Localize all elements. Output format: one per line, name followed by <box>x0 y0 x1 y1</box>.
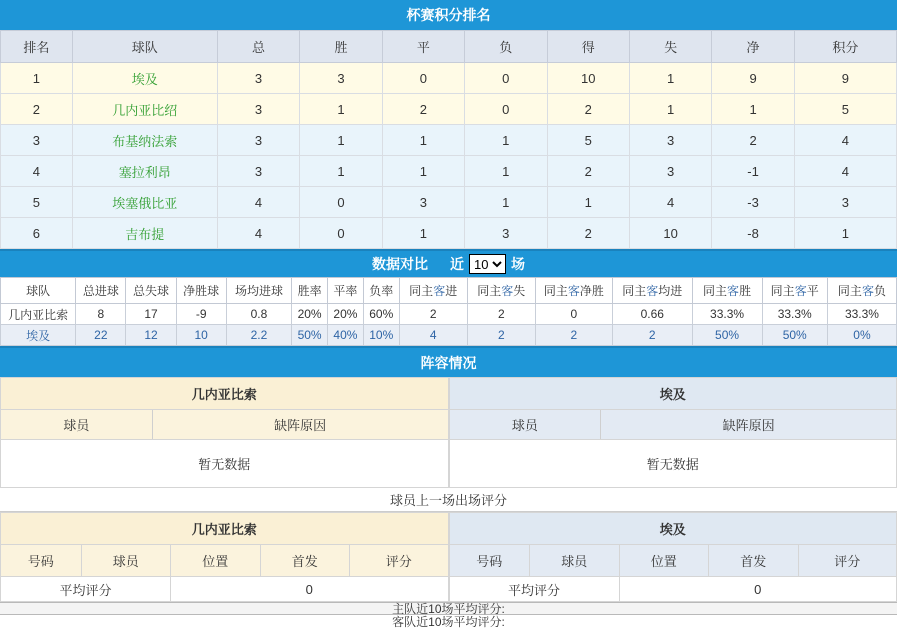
absence-column-header: 缺阵原因 <box>601 410 896 439</box>
column-header-rank: 排名 <box>1 31 73 63</box>
stat-cell: 2 <box>712 125 794 156</box>
stat-cell: 2 <box>547 94 629 125</box>
ratings-header-row <box>1 545 449 577</box>
stat-cell: 0 <box>300 218 382 249</box>
average-rating-row <box>449 577 897 602</box>
stat-cell: 2 <box>467 325 535 346</box>
stat-cell: 9 <box>794 63 896 94</box>
team-name: 埃及 <box>1 325 76 346</box>
stat-cell: 5 <box>794 94 896 125</box>
stat-cell: 1 <box>465 187 547 218</box>
ratings-header-row <box>449 545 897 577</box>
near-label: 近 <box>450 254 464 274</box>
stat-cell: 3 <box>217 63 299 94</box>
stat-cell: 3 <box>300 63 382 94</box>
ratings-panel-away <box>449 512 897 602</box>
stat-cell: 0.66 <box>612 304 692 325</box>
column-header-player: 球员 <box>530 545 620 577</box>
column-header: 胜率 <box>292 278 328 304</box>
stat-cell: 4 <box>794 125 896 156</box>
column-header: 总进球 <box>76 278 126 304</box>
column-header-position: 位置 <box>171 545 261 577</box>
team-link[interactable]: 布基纳法索 <box>112 134 177 149</box>
column-header-starter: 首发 <box>260 545 350 577</box>
stat-cell: 1 <box>629 63 711 94</box>
lineup-subheader-home <box>0 409 449 440</box>
away-avg-rating-line: 客队近10场平均评分: <box>0 615 897 628</box>
away-team-header: 埃及 <box>449 377 897 409</box>
stat-cell: 1 <box>547 187 629 218</box>
column-header-rating: 评分 <box>350 545 448 577</box>
stat-cell: 1 <box>300 125 382 156</box>
standings-row <box>1 187 897 218</box>
team-link[interactable]: 埃塞俄比亚 <box>112 196 177 211</box>
lineup-title: 阵容情况 <box>421 353 477 373</box>
stat-cell: -9 <box>176 304 226 325</box>
column-header-gf: 得 <box>547 31 629 63</box>
player-column-header: 球员 <box>450 410 602 439</box>
team-name: 几内亚比索 <box>1 304 76 325</box>
stat-cell: 10 <box>176 325 226 346</box>
stat-cell: 17 <box>126 304 176 325</box>
standings-header-row <box>1 31 897 63</box>
column-header-rating: 评分 <box>798 545 896 577</box>
stat-cell: 0 <box>535 304 612 325</box>
ratings-table-home <box>0 544 449 602</box>
stat-cell: 2 <box>547 218 629 249</box>
stat-cell: 33.3% <box>692 304 762 325</box>
column-header: 同主客失 <box>467 278 535 304</box>
stat-cell: 1 <box>300 156 382 187</box>
team-link[interactable]: 埃及 <box>132 72 158 87</box>
column-header-player: 球员 <box>81 545 171 577</box>
column-header-number: 号码 <box>1 545 82 577</box>
stat-cell: 1 <box>300 94 382 125</box>
column-header: 净胜球 <box>176 278 226 304</box>
lineup-panel-away <box>449 377 897 488</box>
stat-cell: 22 <box>76 325 126 346</box>
stat-cell: 4 <box>794 156 896 187</box>
average-rating-label: 平均评分 <box>1 577 171 602</box>
standings-row <box>1 125 897 156</box>
stat-cell: 60% <box>363 304 399 325</box>
comparison-row-away <box>1 325 897 346</box>
stat-cell: -8 <box>712 218 794 249</box>
stat-cell: 2.2 <box>226 325 291 346</box>
stat-cell: -1 <box>712 156 794 187</box>
column-header: 总失球 <box>126 278 176 304</box>
column-header-points: 积分 <box>794 31 896 63</box>
stat-cell: 33.3% <box>827 304 896 325</box>
stat-cell: 10% <box>363 325 399 346</box>
column-header: 同主客负 <box>827 278 896 304</box>
stat-cell: 4 <box>399 325 467 346</box>
ratings-section-title: 球员上一场出场评分 <box>0 488 897 512</box>
stat-cell: 0.8 <box>226 304 291 325</box>
stat-cell: 2 <box>382 94 464 125</box>
stat-cell: 3 <box>217 125 299 156</box>
stat-cell: 9 <box>712 63 794 94</box>
comparison-title-bar <box>0 249 897 277</box>
stat-cell: 4 <box>217 218 299 249</box>
rank-cell: 5 <box>1 187 73 218</box>
comparison-row-home <box>1 304 897 325</box>
column-header: 负率 <box>363 278 399 304</box>
stat-cell: 3 <box>794 187 896 218</box>
stat-cell: 40% <box>328 325 364 346</box>
column-header-ga: 失 <box>629 31 711 63</box>
column-header-number: 号码 <box>449 545 530 577</box>
stat-cell: 3 <box>465 218 547 249</box>
stat-cell: 50% <box>692 325 762 346</box>
stat-cell: 1 <box>465 125 547 156</box>
stat-cell: 1 <box>629 94 711 125</box>
lineup-panels <box>0 377 897 488</box>
absence-column-header: 缺阵原因 <box>153 410 448 439</box>
standings-title: 杯赛积分排名 <box>407 5 491 25</box>
stat-cell: 2 <box>612 325 692 346</box>
column-header: 同主客平 <box>762 278 827 304</box>
stat-cell: 1 <box>794 218 896 249</box>
column-header: 同主客胜 <box>692 278 762 304</box>
stat-cell: 12 <box>126 325 176 346</box>
team-link[interactable]: 吉布提 <box>125 227 164 242</box>
stat-cell: 10 <box>629 218 711 249</box>
stat-cell: 50% <box>292 325 328 346</box>
column-header-gd: 净 <box>712 31 794 63</box>
stat-cell: 5 <box>547 125 629 156</box>
ratings-table-away <box>449 544 897 602</box>
average-rating-value: 0 <box>171 577 448 602</box>
column-header: 同主客均进 <box>612 278 692 304</box>
stat-cell: 3 <box>629 156 711 187</box>
no-data-message-away: 暂无数据 <box>449 440 897 488</box>
stat-cell: 2 <box>547 156 629 187</box>
lineup-title-bar <box>0 346 897 377</box>
rank-cell: 4 <box>1 156 73 187</box>
standings-table <box>0 30 897 249</box>
stat-cell: 2 <box>399 304 467 325</box>
column-header: 场均进球 <box>226 278 291 304</box>
standings-title-bar <box>0 0 897 30</box>
stat-cell: 33.3% <box>762 304 827 325</box>
team-link[interactable]: 几内亚比绍 <box>112 103 177 118</box>
stat-cell: 3 <box>217 94 299 125</box>
stat-cell: 0 <box>465 94 547 125</box>
stat-cell: 3 <box>217 156 299 187</box>
column-header: 球队 <box>1 278 76 304</box>
average-rating-label: 平均评分 <box>449 577 619 602</box>
away-team-header: 埃及 <box>449 512 897 544</box>
no-data-message-home: 暂无数据 <box>0 440 449 488</box>
column-header: 平率 <box>328 278 364 304</box>
standings-row <box>1 218 897 249</box>
home-avg-rating-line: 主队近10场平均评分: <box>0 602 897 615</box>
standings-row <box>1 156 897 187</box>
stat-cell: 1 <box>382 156 464 187</box>
rank-cell: 2 <box>1 94 73 125</box>
player-column-header: 球员 <box>1 410 153 439</box>
comparison-header-row <box>1 278 897 304</box>
stat-cell: 20% <box>292 304 328 325</box>
team-link[interactable]: 塞拉利昂 <box>119 165 171 180</box>
stat-cell: 0 <box>382 63 464 94</box>
home-team-header: 几内亚比索 <box>0 512 449 544</box>
stat-cell: 3 <box>629 125 711 156</box>
stat-cell: -3 <box>712 187 794 218</box>
stat-cell: 10 <box>547 63 629 94</box>
column-header-played: 总 <box>217 31 299 63</box>
stat-cell: 50% <box>762 325 827 346</box>
stat-cell: 2 <box>467 304 535 325</box>
stat-cell: 4 <box>217 187 299 218</box>
standings-row <box>1 63 897 94</box>
rank-cell: 1 <box>1 63 73 94</box>
stat-cell: 1 <box>712 94 794 125</box>
ratings-panels <box>0 512 897 602</box>
column-header: 同主客进 <box>399 278 467 304</box>
column-header-lost: 负 <box>465 31 547 63</box>
average-rating-row <box>1 577 449 602</box>
stat-cell: 2 <box>535 325 612 346</box>
stat-cell: 4 <box>629 187 711 218</box>
average-rating-value: 0 <box>619 577 896 602</box>
stat-cell: 8 <box>76 304 126 325</box>
column-header-won: 胜 <box>300 31 382 63</box>
stat-cell: 0 <box>300 187 382 218</box>
stat-cell: 3 <box>382 187 464 218</box>
stat-cell: 0 <box>465 63 547 94</box>
column-header-position: 位置 <box>619 545 709 577</box>
stat-cell: 1 <box>382 125 464 156</box>
lineup-subheader-away <box>449 409 897 440</box>
column-header-team: 球队 <box>72 31 217 63</box>
standings-row <box>1 94 897 125</box>
stat-cell: 1 <box>382 218 464 249</box>
comparison-title: 数据对比 <box>372 254 428 274</box>
rank-cell: 3 <box>1 125 73 156</box>
stat-cell: 20% <box>328 304 364 325</box>
ratings-panel-home <box>0 512 449 602</box>
matches-label: 场 <box>511 254 525 274</box>
home-team-header: 几内亚比索 <box>0 377 449 409</box>
column-header: 同主客净胜 <box>535 278 612 304</box>
stat-cell: 1 <box>465 156 547 187</box>
rank-cell: 6 <box>1 218 73 249</box>
column-header-drawn: 平 <box>382 31 464 63</box>
recent-matches-select[interactable] <box>469 254 506 274</box>
stat-cell: 0% <box>827 325 896 346</box>
lineup-panel-home <box>0 377 449 488</box>
column-header-starter: 首发 <box>709 545 799 577</box>
comparison-table <box>0 277 897 346</box>
